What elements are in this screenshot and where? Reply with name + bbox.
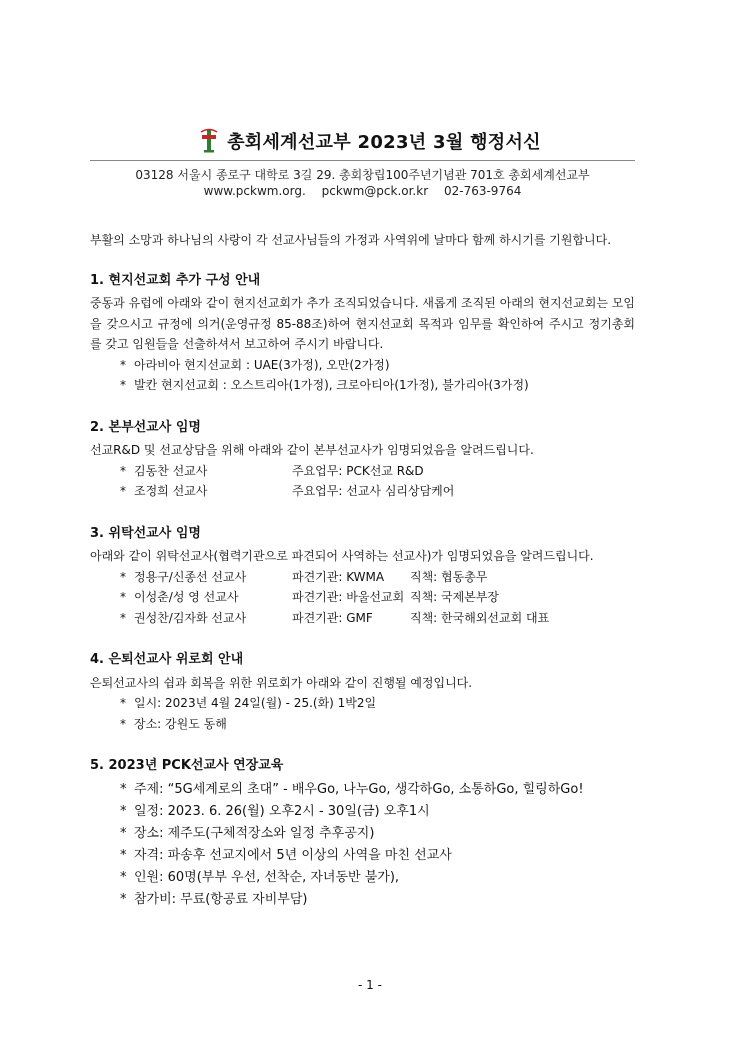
section-2-list	[90, 461, 635, 502]
section-1-list	[90, 355, 635, 396]
bullet: *	[120, 378, 126, 392]
bullet: *	[120, 357, 126, 372]
section-5-title: 5. 2023년 PCK선교사 연장교육	[90, 758, 284, 773]
list-item	[120, 587, 635, 608]
header-divider	[90, 160, 635, 161]
section-4-description: 은퇴선교사의 쉼과 회복을 위한 위로회가 아래와 같이 진행될 예정입니다.	[90, 675, 473, 690]
section-1	[90, 271, 635, 396]
list-item	[120, 567, 635, 588]
website-link[interactable]: www.pckwm.org.	[203, 184, 306, 198]
missionary-duty: 주요업무: 선교사 심리상담케어	[292, 484, 455, 498]
section-2-description: 선교R&D 및 선교상담을 위해 아래와 같이 본부선교사가 임명되었음을 알려드립니다.	[90, 443, 534, 457]
section-5-list	[90, 779, 635, 911]
missionary-name: 권성찬/김자화 선교사	[134, 610, 247, 625]
sending-org: 파견기관: 바울선교회	[292, 590, 405, 604]
email-link[interactable]: pckwm@pck.or.kr	[321, 184, 429, 198]
section-2-title: 2. 본부선교사 임명	[90, 419, 201, 435]
section-1-title: 1. 현지선교회 추가 구성 안내	[90, 272, 261, 288]
missionary-name: 정용구/신종선 선교사	[134, 569, 247, 584]
phone-number: 02-763-9764	[443, 184, 522, 198]
missionary-name: 조정희 선교사	[134, 484, 208, 498]
bullet: *	[120, 569, 126, 584]
bullet: *	[120, 825, 127, 841]
bullet: *	[120, 484, 126, 498]
page-title: 총회세계선교부 2023년 3월 행정서신	[227, 132, 541, 153]
list-item: * 장소: 강원도 동해	[120, 714, 635, 735]
list-item: * 장소: 제주도(구체적장소와 일정 추후공지)	[120, 823, 635, 845]
missionary-role: 직책: 국제본부장	[410, 590, 500, 604]
page-number: - 1 -	[358, 978, 382, 992]
list-item: * 일정: 2023. 6. 26(월) 오후2시 - 30일(금) 오후1시	[120, 801, 635, 823]
list-item: * 참가비: 무료(항공료 자비부담)	[120, 889, 635, 911]
missionary-role: 직책: 협동총무	[410, 569, 488, 584]
list-item: * 인원: 60명(부부 우선, 선착순, 자녀동반 불가),	[120, 867, 635, 889]
bullet: *	[120, 891, 127, 907]
section-3-title: 3. 위탁선교사 임명	[90, 525, 201, 541]
missionary-duty: 주요업무: PCK선교 R&D	[292, 463, 424, 478]
list-item: * 발칸 현지선교회 : 오스트리아(1가정), 크로아티아(1가정), 불가리아(3가정)	[120, 375, 635, 396]
list-item: * 자격: 파송후 선교지에서 5년 이상의 사역을 마친 선교사	[120, 845, 635, 867]
section-1-description: 중동과 유럽에 아래와 같이 현지선교회가 추가 조직되었습니다. 새롭게 조직된 아래의 현지선교회는 모임을 갖으시고 규정에 의거(운영규정 85-88조)하여 현지선교회 목적과 임무를 확인하여 주시고 정기총회를 갖고 임원들을 선출하셔서 보고하여 주시기 바랍니다.	[90, 296, 635, 351]
document-header	[90, 128, 650, 154]
sending-org: 파견기관: KWMA	[292, 569, 385, 584]
list-item: * 아라비아 현지선교회 : UAE(3가정), 오만(2가정)	[120, 355, 635, 376]
bullet: *	[120, 847, 127, 863]
bullet: *	[120, 463, 126, 478]
section-5	[90, 756, 635, 911]
bullet: *	[120, 803, 127, 819]
bullet: *	[120, 610, 126, 625]
missionary-name: 김동찬 선교사	[134, 463, 208, 478]
contact-line	[90, 184, 635, 198]
bullet: *	[120, 590, 126, 604]
bullet: *	[120, 716, 126, 731]
missionary-name: 이성춘/성 영 선교사	[134, 590, 239, 604]
list-item: * 일시: 2023년 4월 24일(월) - 25.(화) 1박2일	[120, 693, 635, 714]
section-3	[90, 524, 635, 629]
sending-org: 파견기관: GMF	[292, 610, 373, 625]
list-item	[120, 608, 635, 629]
list-item	[120, 461, 635, 482]
bullet: *	[120, 696, 126, 710]
bullet: *	[120, 869, 127, 885]
section-2	[90, 418, 635, 502]
section-4-list	[90, 693, 635, 734]
intro-paragraph: 부활의 소망과 하나님의 사랑이 각 선교사님들의 가정과 사역위에 날마다 함께 하시기를 기원합니다.	[90, 233, 612, 247]
bullet: *	[120, 781, 127, 797]
section-4-title: 4. 은퇴선교사 위로회 안내	[90, 652, 244, 667]
document-body	[90, 230, 635, 933]
missionary-role: 직책: 한국해외선교회 대표	[410, 610, 550, 625]
address-line: 03128 서울시 종로구 대학로 3길 29. 총회창립100주년기념관 701호 총회세계선교부	[135, 168, 590, 182]
section-3-list	[90, 567, 635, 629]
list-item	[120, 481, 635, 502]
section-3-description: 아래와 같이 위탁선교사(협력기관으로 파견되어 사역하는 선교사)가 임명되었음을 알려드립니다.	[90, 549, 594, 563]
section-4	[90, 650, 635, 734]
cross-logo-icon	[199, 128, 219, 154]
list-item: * 주제: “5G세계로의 초대” - 배우Go, 나누Go, 생각하Go, 소통하Go, 힐링하Go!	[120, 779, 635, 801]
